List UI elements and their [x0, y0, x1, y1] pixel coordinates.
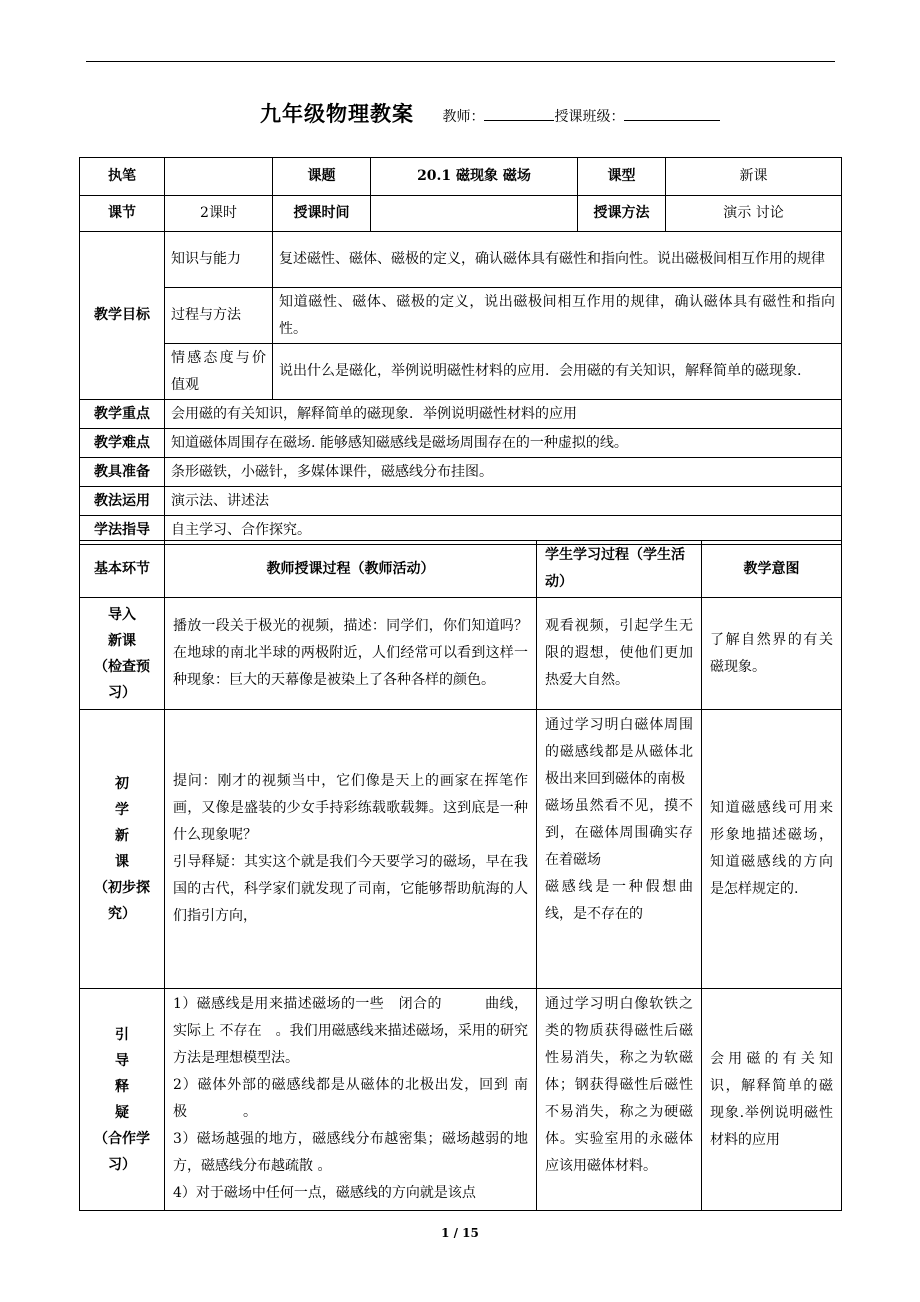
- goal-name: 知识与能力: [165, 232, 273, 288]
- info-row-2: [80, 196, 842, 232]
- keti-value: 20.1 磁现象 磁场: [371, 158, 578, 196]
- row-text: 会用磁的有关知识，解释简单的磁现象．举例说明磁性材料的应用: [165, 400, 842, 429]
- process-header: [80, 541, 842, 598]
- process-table: [79, 540, 842, 1211]
- stage-line: 学: [115, 802, 129, 818]
- stage-cell: [80, 989, 165, 1211]
- kexing-label: 课型: [578, 158, 666, 196]
- teacher-label: 教师：: [442, 109, 485, 125]
- goal-row-1: [80, 232, 842, 288]
- teacher-line: 2）磁体外部的磁感线都是从磁体的北极出发，回到 南极 。: [173, 1077, 528, 1120]
- stage-line: 初: [115, 776, 129, 792]
- stage-line: （初步探: [94, 880, 150, 896]
- goal-row-3: [80, 344, 842, 400]
- goals-label: 教学目标: [80, 232, 165, 400]
- zhibi-label: 执笔: [80, 158, 165, 196]
- teacher-line: 引导释疑：其实这个就是我们今天要学习的磁场，早在我国的古代，科学家们就发现了司南，它能够帮助航海的人们指引方向，: [173, 854, 528, 924]
- stage-line: 课: [115, 854, 129, 870]
- row-label: 学法指导: [80, 516, 165, 545]
- student-line: 通过学习明白磁体周围的磁感线都是从磁体北极出来回到磁体的南极: [545, 717, 693, 787]
- stage-line: 究）: [108, 906, 136, 922]
- row-text: 演示法、讲述法: [165, 487, 842, 516]
- page-number: 1 / 15: [441, 1226, 479, 1240]
- class-label: 授课班级：: [554, 109, 625, 125]
- goal-row-2: [80, 288, 842, 344]
- stage-line: 释: [115, 1078, 129, 1095]
- col-header-teacher: 教师授课过程（教师活动）: [165, 541, 537, 598]
- col-header-intent: 教学意图: [702, 541, 842, 598]
- top-rule: [86, 61, 835, 62]
- row-label: 教具准备: [80, 458, 165, 487]
- teaching-intent: 了解自然界的有关磁现象。: [702, 598, 842, 710]
- stage-line: 习）: [108, 684, 136, 701]
- time-label: 授课时间: [273, 196, 371, 232]
- stage-cell: [80, 598, 165, 710]
- stage-cell: [80, 710, 165, 989]
- teacher-line: 1）磁感线是用来描述磁场的一些 闭合的 曲线，实际上 不存在 。我们用磁感线来描述磁场，采用的研究方法是理想模型法。: [173, 996, 528, 1066]
- kejie-label: 课节: [80, 196, 165, 232]
- method-value: 演示 讨论: [666, 196, 842, 232]
- stage-line: 导入: [108, 606, 136, 623]
- info-row-1: [80, 158, 842, 196]
- goal-text: 复述磁性、磁体、磁极的定义，确认磁体具有磁性和指向性。说出磁极间相互作用的规律: [273, 232, 842, 288]
- goal-name: 情感态度与价值观: [165, 344, 273, 400]
- teacher-line: 3）磁场越强的地方，磁感线分布越密集；磁场越弱的地方，磁感线分布越疏散 。: [173, 1131, 528, 1174]
- page-title: 九年级物理教案: [260, 101, 414, 126]
- stage-line: 导: [115, 1052, 129, 1069]
- row-text: 条形磁铁，小磁针，多媒体课件，磁感线分布挂图。: [165, 458, 842, 487]
- class-blank: [624, 106, 720, 121]
- teacher-activity: [165, 710, 537, 989]
- section-intro: [80, 598, 842, 710]
- zhibi-value: [165, 158, 273, 196]
- stage-line: 新: [115, 828, 129, 844]
- section-guide: [80, 989, 842, 1211]
- row-label: 教学重点: [80, 400, 165, 429]
- teaching-intent: 会用磁的有关知识，解释简单的磁现象.举例说明磁性材料的应用: [702, 989, 842, 1211]
- goal-name: 过程与方法: [165, 288, 273, 344]
- time-value: [371, 196, 578, 232]
- teacher-activity: [165, 989, 537, 1211]
- stage-line: 新课: [108, 632, 136, 649]
- row-label: 教学难点: [80, 429, 165, 458]
- student-activity: 通过学习明白像软铁之类的物质获得磁性后磁性易消失，称之为软磁体；钢获得磁性后磁性不易消失，称之为硬磁体。实验室用的永磁体应该用磁体材料。: [537, 989, 702, 1211]
- col-header-student: 学生学习过程（学生活动）: [537, 541, 702, 598]
- teacher-line: 提问：刚才的视频当中，它们像是天上的画家在挥笔作画，又像是盛装的少女手持彩练载歌载舞。这到底是一种什么现象呢？: [173, 773, 528, 843]
- stage-line: 疑: [115, 1104, 129, 1121]
- goal-text: 说出什么是磁化，举例说明磁性材料的应用．会用磁的有关知识，解释简单的磁现象.: [273, 344, 842, 400]
- goal-text: 知道磁性、磁体、磁极的定义，说出磁极间相互作用的规律，确认磁体具有磁性和指向性。: [273, 288, 842, 344]
- title-row: [260, 98, 720, 128]
- stage-line: 引: [115, 1026, 129, 1043]
- student-line: 磁场虽然看不见，摸不到，在磁体周围确实存在着磁场: [545, 798, 693, 868]
- method-label: 授课方法: [578, 196, 666, 232]
- keti-label: 课题: [273, 158, 371, 196]
- col-header-stage: 基本环节: [80, 541, 165, 598]
- student-line: 磁感线是一种假想曲线，是不存在的: [545, 879, 693, 922]
- row-text: 知道磁体周围存在磁场. 能够感知磁感线是磁场周围存在的一种虚拟的线。: [165, 429, 842, 458]
- section-learn: [80, 710, 842, 989]
- teacher-blank: [484, 106, 554, 121]
- student-activity: 观看视频，引起学生无限的遐想，使他们更加热爱大自然。: [537, 598, 702, 710]
- kexing-value: 新课: [666, 158, 842, 196]
- info-table: [79, 157, 842, 545]
- teacher-line: 4）对于磁场中任何一点，磁感线的方向就是该点: [173, 1185, 476, 1201]
- teaching-intent: 知道磁感线可用来形象地描述磁场，知道磁感线的方向是怎样规定的.: [702, 710, 842, 989]
- row-label: 教法运用: [80, 487, 165, 516]
- difficulty-row: [80, 429, 842, 458]
- teacher-activity: 播放一段关于极光的视频，描述：同学们，你们知道吗？在地球的南北半球的两极附近，人们经常可以看到这样一种现象：巨大的天幕像是被染上了各种各样的颜色。: [165, 598, 537, 710]
- stage-line: 习）: [108, 1156, 136, 1173]
- kejie-value: 2课时: [165, 196, 273, 232]
- key-point-row: [80, 400, 842, 429]
- student-activity: [537, 710, 702, 989]
- stage-line: （检查预: [94, 658, 150, 675]
- stage-line: （合作学: [94, 1130, 150, 1147]
- tools-row: [80, 458, 842, 487]
- row-text: 自主学习、合作探究。: [165, 516, 842, 545]
- method-row: [80, 487, 842, 516]
